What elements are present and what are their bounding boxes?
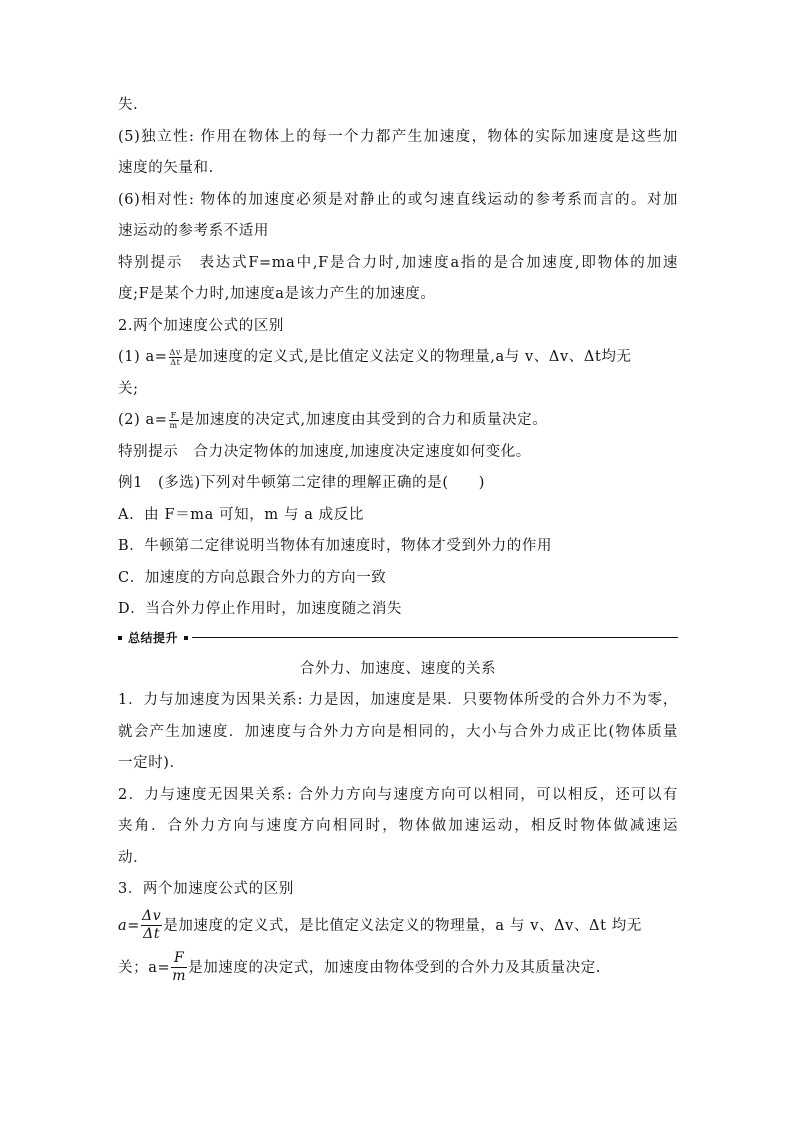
text-line: 动． — [118, 849, 149, 866]
formula-suffix: 是加速度的决定式，加速度由物体受到的合外力及其质量决定. — [188, 959, 602, 976]
text-line: 度;F是某个力时,加速度a是该力产生的加速度。 — [118, 286, 436, 302]
fraction-numerator: F — [171, 950, 187, 968]
formula-suffix: 是加速度的定义式,是比值定义法定义的物理量,a与 v、Δv、Δt均无 — [183, 349, 632, 365]
text-line: 就会产生加速度．加速度与合外力方向是相同的，大小与合外力成正比(物体质量 — [118, 723, 678, 740]
summary-section-bar — [118, 630, 678, 646]
example-heading: 例1 (多选)下列对牛顿第二定律的理解正确的是( ) — [118, 475, 486, 491]
option-d: D．当合外力停止作用时，加速度随之消失 — [118, 601, 403, 617]
fraction-numerator: F — [169, 411, 179, 421]
text-line: 关; — [118, 380, 139, 397]
text-line: 2.两个加速度公式的区别 — [118, 317, 285, 334]
text-line: 速度的矢量和. — [118, 160, 214, 176]
document-page — [118, 90, 678, 990]
formula-line — [118, 906, 678, 946]
formula-prefix: (1) a= — [118, 349, 168, 365]
formula-prefix: (2) a= — [118, 412, 168, 428]
fraction — [171, 950, 187, 985]
formula-line — [118, 342, 678, 374]
fraction — [141, 908, 162, 943]
option-b: B．牛顿第二定律说明当物体有加速度时，物体才受到外力的作用 — [118, 538, 553, 554]
fraction — [169, 411, 179, 430]
text-line: 特别提示 合力决定物体的加速度,加速度决定速度如何变化。 — [118, 443, 531, 460]
fraction-denominator: m — [169, 420, 178, 430]
text-line: 特别提示 表达式F=ma中,F是合力时,加速度a指的是合加速度,即物体的加速 — [118, 254, 678, 271]
text-line: (5)独立性: 作用在物体上的每一个力都产生加速度，物体的实际加速度是这些加 — [118, 128, 678, 145]
text-line: 速运动的参考系不适用 — [118, 223, 269, 239]
formula-suffix: 是加速度的定义式，是比值定义法定义的物理量，a 与 v、Δv、Δt 均无 — [163, 917, 642, 934]
text-line: (6)相对性: 物体的加速度必须是对静止的或匀速直线运动的参考系而言的。对加 — [118, 191, 678, 208]
fraction-numerator: Δv — [142, 908, 162, 924]
formula-line — [118, 946, 678, 990]
text-line: 失. — [118, 97, 139, 113]
formula-prefix: a= — [118, 917, 140, 934]
bullet-square-icon — [118, 636, 122, 640]
fraction-denominator: m — [172, 968, 187, 984]
divider — [192, 637, 678, 638]
text-line: 1．力与加速度为因果关系: 力是因，加速度是果．只要物体所受的合外力不为零， — [118, 692, 678, 708]
formula-suffix: 是加速度的决定式,加速度由其受到的合力和质量决定。 — [179, 412, 548, 428]
formula-prefix: 关；a= — [118, 959, 171, 976]
fraction-denominator: Δt — [170, 357, 181, 367]
fraction-numerator: Δv — [169, 347, 182, 357]
bullet-square-icon — [184, 636, 188, 640]
text-line: 2．力与速度无因果关系: 合外力方向与速度方向可以相同，可以相反，还可以有 — [118, 786, 678, 803]
option-c: C．加速度的方向总跟合外力的方向一致 — [118, 569, 387, 586]
text-line: 夹角．合外力方向与速度方向相同时，物体做加速运动，相反时物体做减速运 — [118, 818, 678, 834]
section-heading: 合外力、加速度、速度的关系 — [299, 660, 497, 677]
fraction — [169, 348, 183, 367]
formula-line — [118, 405, 678, 437]
option-a: A．由 F＝ma 可知，m 与 a 成反比 — [118, 506, 364, 523]
text-line: 3．两个加速度公式的区别 — [118, 881, 294, 897]
fraction-denominator: Δt — [143, 926, 161, 942]
summary-label: 总结提升 — [128, 631, 179, 645]
text-line: 一定时)． — [118, 755, 185, 771]
